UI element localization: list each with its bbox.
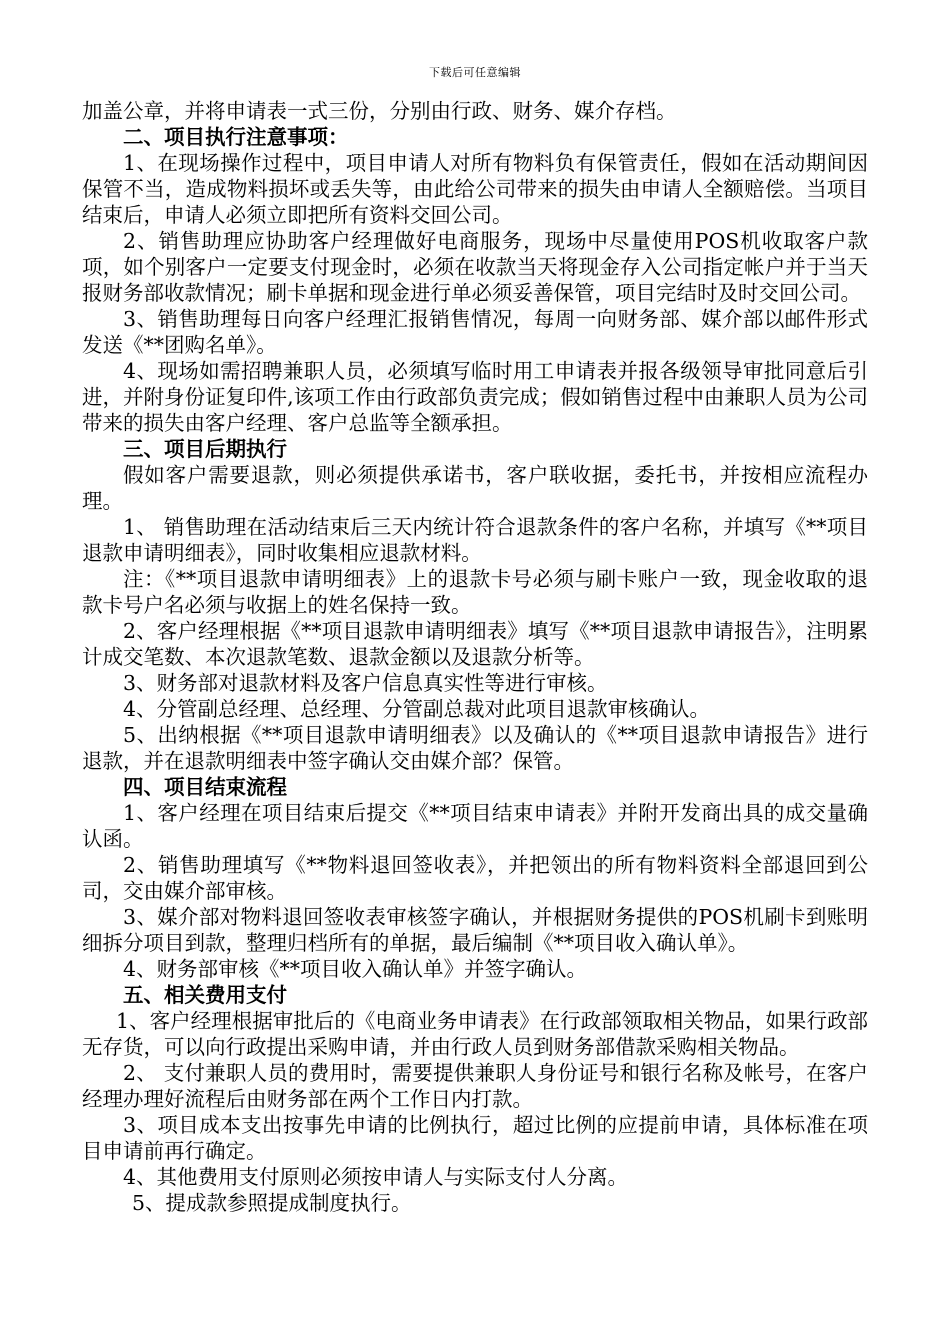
paragraph-execution-item-4: 4、现场如需招聘兼职人员，必须填写临时用工申请表并报各级领导审批同意后引进，并附身份证复印件,该项工作由行政部负责完成；假如销售过程中由兼职人员为公司带来的损失由客户经理、客户总监等全额承担。 bbox=[82, 359, 868, 435]
paragraph-closing-item-4: 4、财务部审核《**项目收入确认单》并签字确认。 bbox=[123, 957, 588, 981]
paragraph-refund-item-4: 4、分管副总经理、总经理、分管副总裁对此项目退款审核确认。 bbox=[123, 697, 711, 721]
section-heading-project-closing: 四、项目结束流程 bbox=[123, 775, 287, 799]
paragraph-expense-item-1: 1、客户经理根据审批后的《电商业务申请表》在行政部领取相关物品，如果行政部无存货，可以向行政提出采购申请，并由行政人员到财务部借款采购相关物品。 bbox=[82, 1009, 868, 1059]
paragraph-refund-item-2: 2、客户经理根据《**项目退款申请明细表》填写《**项目退款申请报告》，注明累计成交笔数、本次退款笔数、退款金额以及退款分析等。 bbox=[82, 619, 868, 669]
section-heading-post-execution: 三、项目后期执行 bbox=[123, 437, 287, 461]
header-note: 下载后可任意编辑 bbox=[429, 66, 521, 79]
paragraph-closing-item-3: 3、媒介部对物料退回签收表审核签字确认，并根据财务提供的POS机刷卡到账明细拆分项目到款，整理归档所有的单据，最后编制《**项目收入确认单》。 bbox=[82, 905, 868, 955]
paragraph-expense-item-3: 3、项目成本支出按事先申请的比例执行，超过比例的应提前申请，具体标准在项目申请前再行确定。 bbox=[82, 1113, 868, 1163]
document-body bbox=[82, 98, 868, 1216]
paragraph-refund-note: 注：《**项目退款申请明细表》上的退款卡号必须与刷卡账户一致，现金收取的退款卡号户名必须与收据上的姓名保持一致。 bbox=[82, 567, 868, 617]
paragraph-execution-item-2: 2、销售助理应协助客户经理做好电商服务，现场中尽量使用POS机收取客户款项，如个别客户一定要支付现金时，必须在收款当天将现金存入公司指定帐户并于当天报财务部收款情况；刷卡单据和现金进行单必须妥善保管，项目完结时及时交回公司。 bbox=[82, 229, 868, 305]
section-heading-expenses: 五、相关费用支付 bbox=[123, 983, 287, 1007]
paragraph-refund-item-1: 1、 销售助理在活动结束后三天内统计符合退款条件的客户名称，并填写《**项目退款申请明细表》，同时收集相应退款材料。 bbox=[82, 515, 868, 565]
paragraph-expense-item-4: 4、其他费用支付原则必须按申请人与实际支付人分离。 bbox=[123, 1165, 629, 1189]
paragraph-refund-item-3: 3、财务部对退款材料及客户信息真实性等进行审核。 bbox=[123, 671, 608, 695]
paragraph-refund-intro: 假如客户需要退款，则必须提供承诺书，客户联收据，委托书，并按相应流程办理。 bbox=[82, 463, 868, 513]
paragraph-refund-item-5: 5、出纳根据《**项目退款申请明细表》以及确认的《**项目退款申请报告》进行退款，并在退款明细表中签字确认交由媒介部？保管。 bbox=[82, 723, 868, 773]
paragraph-closing-item-2: 2、销售助理填写《**物料退回签收表》，并把领出的所有物料资料全部退回到公司，交由媒介部审核。 bbox=[82, 853, 868, 903]
section-heading-execution-notes: 二、项目执行注意事项： bbox=[123, 125, 349, 149]
paragraph-intro-continuation: 加盖公章，并将申请表一式三份，分别由行政、财务、媒介存档。 bbox=[82, 99, 677, 123]
paragraph-execution-item-1: 1、在现场操作过程中，项目申请人对所有物料负有保管责任，假如在活动期间因保管不当，造成物料损坏或丢失等，由此给公司带来的损失由申请人全额赔偿。当项目结束后，申请人必须立即把所有资料交回公司。 bbox=[82, 151, 868, 227]
paragraph-expense-item-2: 2、 支付兼职人员的费用时，需要提供兼职人身份证号和银行名称及帐号，在客户经理办理好流程后由财务部在两个工作日内打款。 bbox=[82, 1061, 868, 1111]
paragraph-expense-item-5: 5、提成款参照提成制度执行。 bbox=[132, 1191, 412, 1215]
paragraph-execution-item-3: 3、销售助理每日向客户经理汇报销售情况，每周一向财务部、媒介部以邮件形式发送《**团购名单》。 bbox=[82, 307, 868, 357]
paragraph-closing-item-1: 1、客户经理在项目结束后提交《**项目结束申请表》并附开发商出具的成交量确认函。 bbox=[82, 801, 868, 851]
